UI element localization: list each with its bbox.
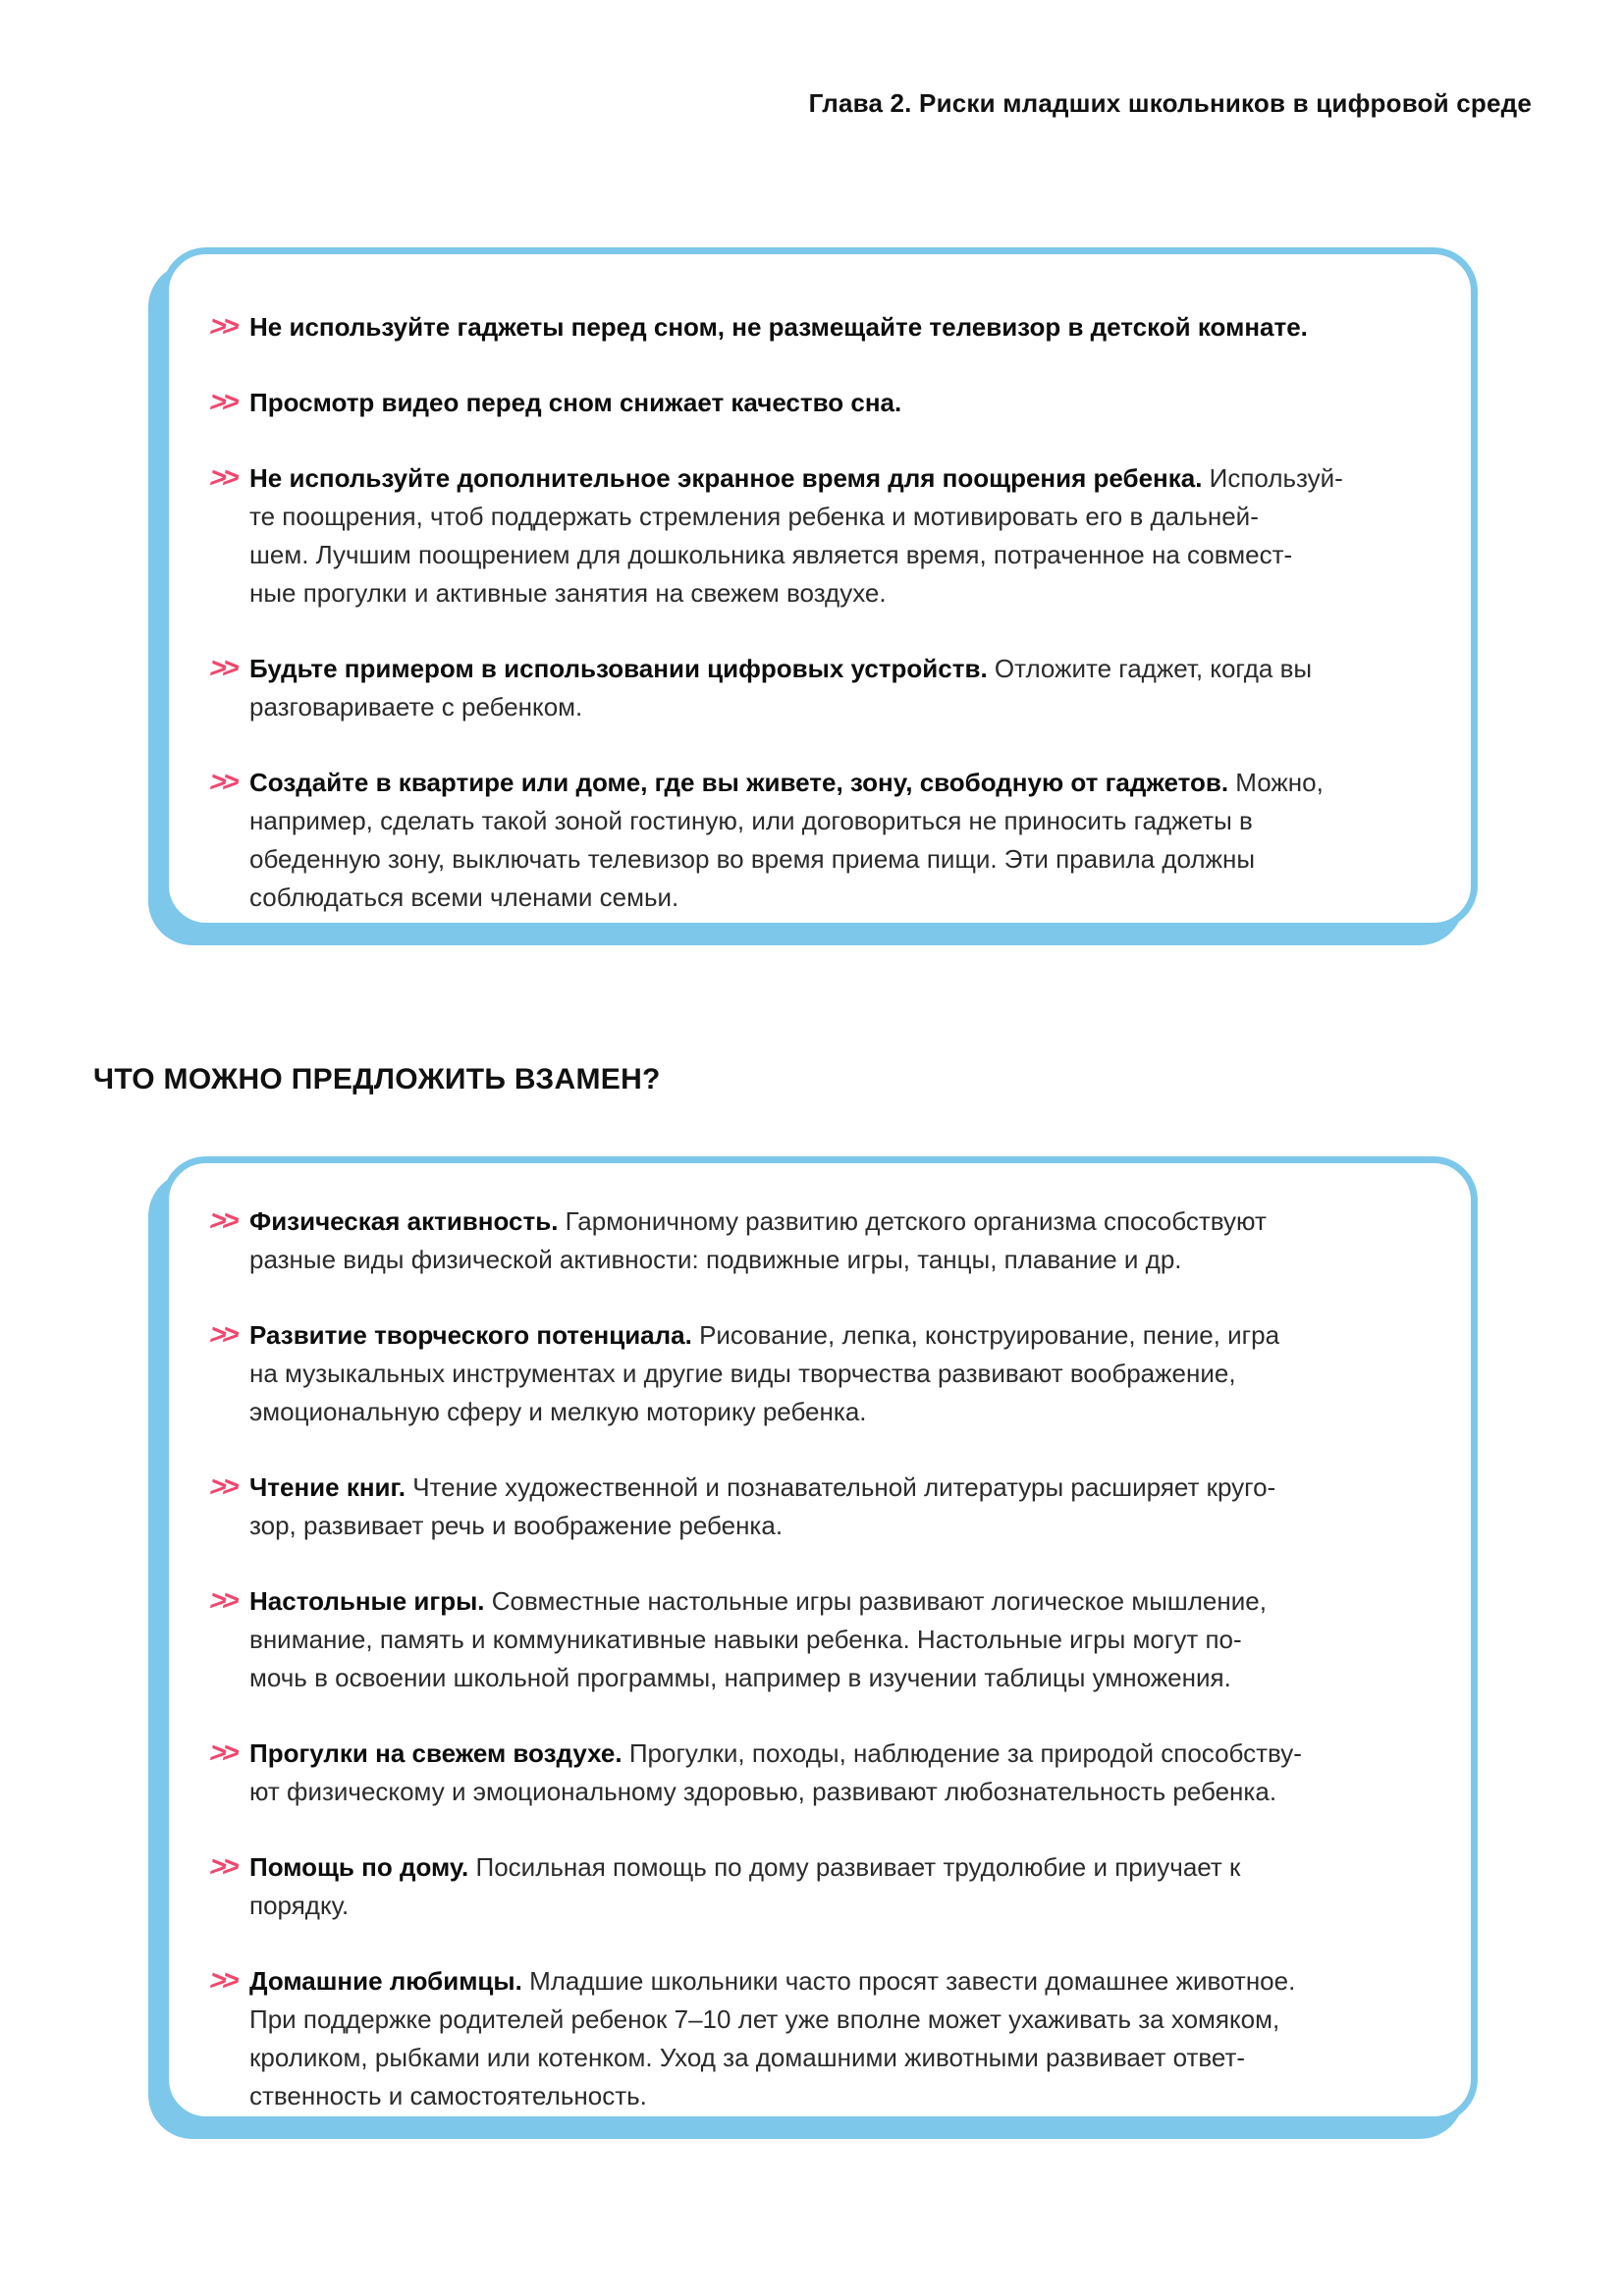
list-item-text: Домашние любимцы. Младшие школьники часто просят завести домашнее животное. При поддержке родителей ребенок 7–10 лет уже вполне может ухаживать за хомяком, кроликом, рыбками или котенком. Уход за домашними животными развивает ответ- ственность и самостоятельность. <box>249 1966 1296 2110</box>
list-item <box>206 1848 1432 1925</box>
double-chevron-icon: >> <box>207 1471 239 1503</box>
list-item-text: Чтение книг. Чтение художественной и познавательной литературы расширяет круго- зор, развивает речь и воображение ребенка. <box>249 1472 1276 1540</box>
list-item <box>206 1962 1432 2115</box>
double-chevron-icon: >> <box>207 767 239 798</box>
recommendations-box <box>162 247 1478 930</box>
double-chevron-icon: >> <box>207 1319 239 1351</box>
double-chevron-icon: >> <box>207 1205 239 1237</box>
list-item <box>206 764 1432 917</box>
double-chevron-icon: >> <box>207 653 239 684</box>
list-item <box>206 1468 1432 1545</box>
list-item-text: Физическая активность. Гармоничному развитию детского организма способствуют разные виды физической активности: подвижные игры, танцы, плавание и др. <box>249 1206 1267 1274</box>
list-item-text: Будьте примером в использовании цифровых устройств. Отложите гаджет, когда вы разговариваете с ребенком. <box>249 654 1313 721</box>
double-chevron-icon: >> <box>207 387 239 418</box>
double-chevron-icon: >> <box>207 1585 239 1617</box>
list-item <box>206 1735 1432 1811</box>
chapter-header: Глава 2. Риски младших школьников в цифровой среде <box>808 88 1532 118</box>
list-item-text: Прогулки на свежем воздухе. Прогулки, походы, наблюдение за природой способству- ют физическому и эмоциональному здоровью, развивают любознательность ребенка. <box>249 1738 1302 1806</box>
list-item <box>206 1582 1432 1697</box>
list-item <box>206 308 1432 347</box>
double-chevron-icon: >> <box>207 1965 239 1997</box>
section-heading: ЧТО МОЖНО ПРЕДЛОЖИТЬ ВЗАМЕН? <box>93 1063 661 1095</box>
list-item-text: Не используйте дополнительное экранное время для поощрения ребенка. Используй- те поощрения, чтоб поддержать стремления ребенка и мотивировать его в дальней- шем. Лучшим поощрением для дошкольника является время, потраченное на совмест- ные прогулки и активные занятия на свежем воздухе. <box>249 463 1343 608</box>
double-chevron-icon: >> <box>207 311 239 343</box>
list-item <box>206 459 1432 613</box>
list-item-text: Не используйте гаджеты перед сном, не размещайте телевизор в детской комнате. <box>249 312 1308 342</box>
list-item-text: Создайте в квартире или доме, где вы живете, зону, свободную от гаджетов. Можно, например, сделать такой зоной гостиную, или договориться не приносить гаджеты в обеденную зону, выключать телевизор во время приема пищи. Эти правила должны соблюдаться всеми членами семьи. <box>249 768 1324 912</box>
list-item-text: Просмотр видео перед сном снижает качество сна. <box>249 388 902 417</box>
list-item <box>206 1202 1432 1279</box>
list-item-text: Помощь по дому. Посильная помощь по дому развивает трудолюбие и приучает к порядку. <box>249 1852 1241 1920</box>
list-item <box>206 1316 1432 1431</box>
list-item <box>206 650 1432 726</box>
double-chevron-icon: >> <box>207 1851 239 1883</box>
double-chevron-icon: >> <box>207 1737 239 1769</box>
double-chevron-icon: >> <box>207 462 239 494</box>
list-item <box>206 384 1432 422</box>
list-item-text: Развитие творческого потенциала. Рисование, лепка, конструирование, пение, игра на музыкальных инструментах и другие виды творчества развивают воображение, эмоциональную сферу и мелкую моторику ребенка. <box>249 1320 1280 1426</box>
alternatives-box <box>162 1156 1478 2123</box>
list-item-text: Настольные игры. Совместные настольные игры развивают логическое мышление, внимание, память и коммуникативные навыки ребенка. Настольные игры могут по- мочь в освоении школьной программы, например в изучении таблицы умножения. <box>249 1586 1267 1692</box>
